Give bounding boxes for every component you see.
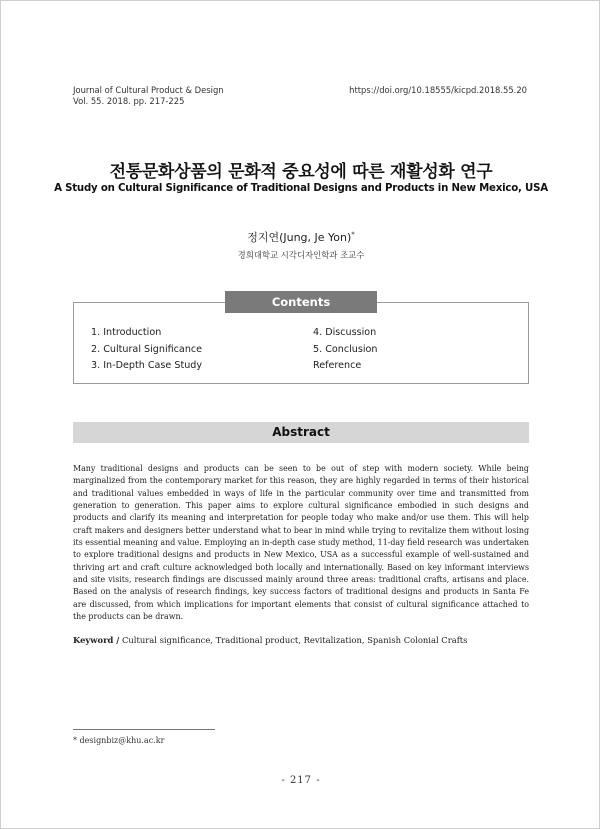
author-affiliation: 경희대학교 시각디자인학과 조교수 — [237, 250, 365, 260]
journal-header — [73, 85, 224, 107]
doi-link[interactable]: https://doi.org/10.18555/kicpd.2018.55.20 — [349, 85, 527, 95]
toc-column-left — [91, 325, 202, 375]
footnote-rule — [73, 729, 215, 730]
toc-item: 1. Introduction — [91, 327, 162, 338]
contents-heading: Contents — [225, 291, 377, 313]
footnote: * designbiz@khu.ac.kr — [73, 736, 165, 745]
toc-item: 3. In-Depth Case Study — [91, 360, 203, 371]
abstract-heading: Abstract — [73, 422, 529, 443]
page-number: - 217 - — [281, 775, 321, 786]
title-english: A Study on Cultural Significance of Traditional Designs and Products in New Mexico, USA — [54, 183, 548, 194]
toc-item: Reference — [313, 360, 362, 371]
journal-name: Journal of Cultural Product & Design — [73, 85, 224, 95]
keyword-label: Keyword / — [73, 635, 120, 645]
keyword-text: Cultural significance, Traditional product, Revitalization, Spanish Colonial Crafts — [122, 635, 468, 645]
toc-item: 2. Cultural Significance — [91, 343, 203, 355]
toc-item: 4. Discussion — [313, 327, 377, 338]
abstract-body: Many traditional designs and products can be seen to be out of step with modern society. While being marginalized from the contemporary market for this reason, they are highly regarded in terms of their historical and traditional values embedded in ways of life in the particular community over time and transmitted from generation to generation. This paper aims to explore cultural significance embodied in such designs and products and clarify its meaning and interpretation for people today who make and/or use them. This will help craft makers and designers better understand what to bear in mind while trying to revitalize them without losing its essential meaning and value. Employing an in-depth case study method, 11-day field research was undertaken to explore traditional designs and products in New Mexico, USA as a successful example of well-sustained and thriving art and craft culture acknowledged both locally and internationally. Based on key informant interviews and site visits, research findings are discussed mainly around three areas: traditional crafts, artisans and place. Based on the analysis of research findings, key success factors of traditional designs and products in Santa Fe are discussed, from which implications for important elements that consist of cultural significance attached to the products can be drawn. — [73, 464, 529, 622]
author-mark: * — [351, 230, 355, 239]
toc-column-right — [313, 325, 378, 375]
toc-item: 5. Conclusion — [313, 343, 378, 355]
journal-volume: Vol. 55. 2018. pp. 217-225 — [73, 96, 185, 106]
author-name: 정지연(Jung, Je Yon) — [247, 231, 352, 244]
keywords — [73, 635, 529, 645]
author-line — [1, 229, 600, 245]
title-korean: 전통문화상품의 문화적 중요성에 따른 재활성화 연구 — [109, 162, 493, 182]
